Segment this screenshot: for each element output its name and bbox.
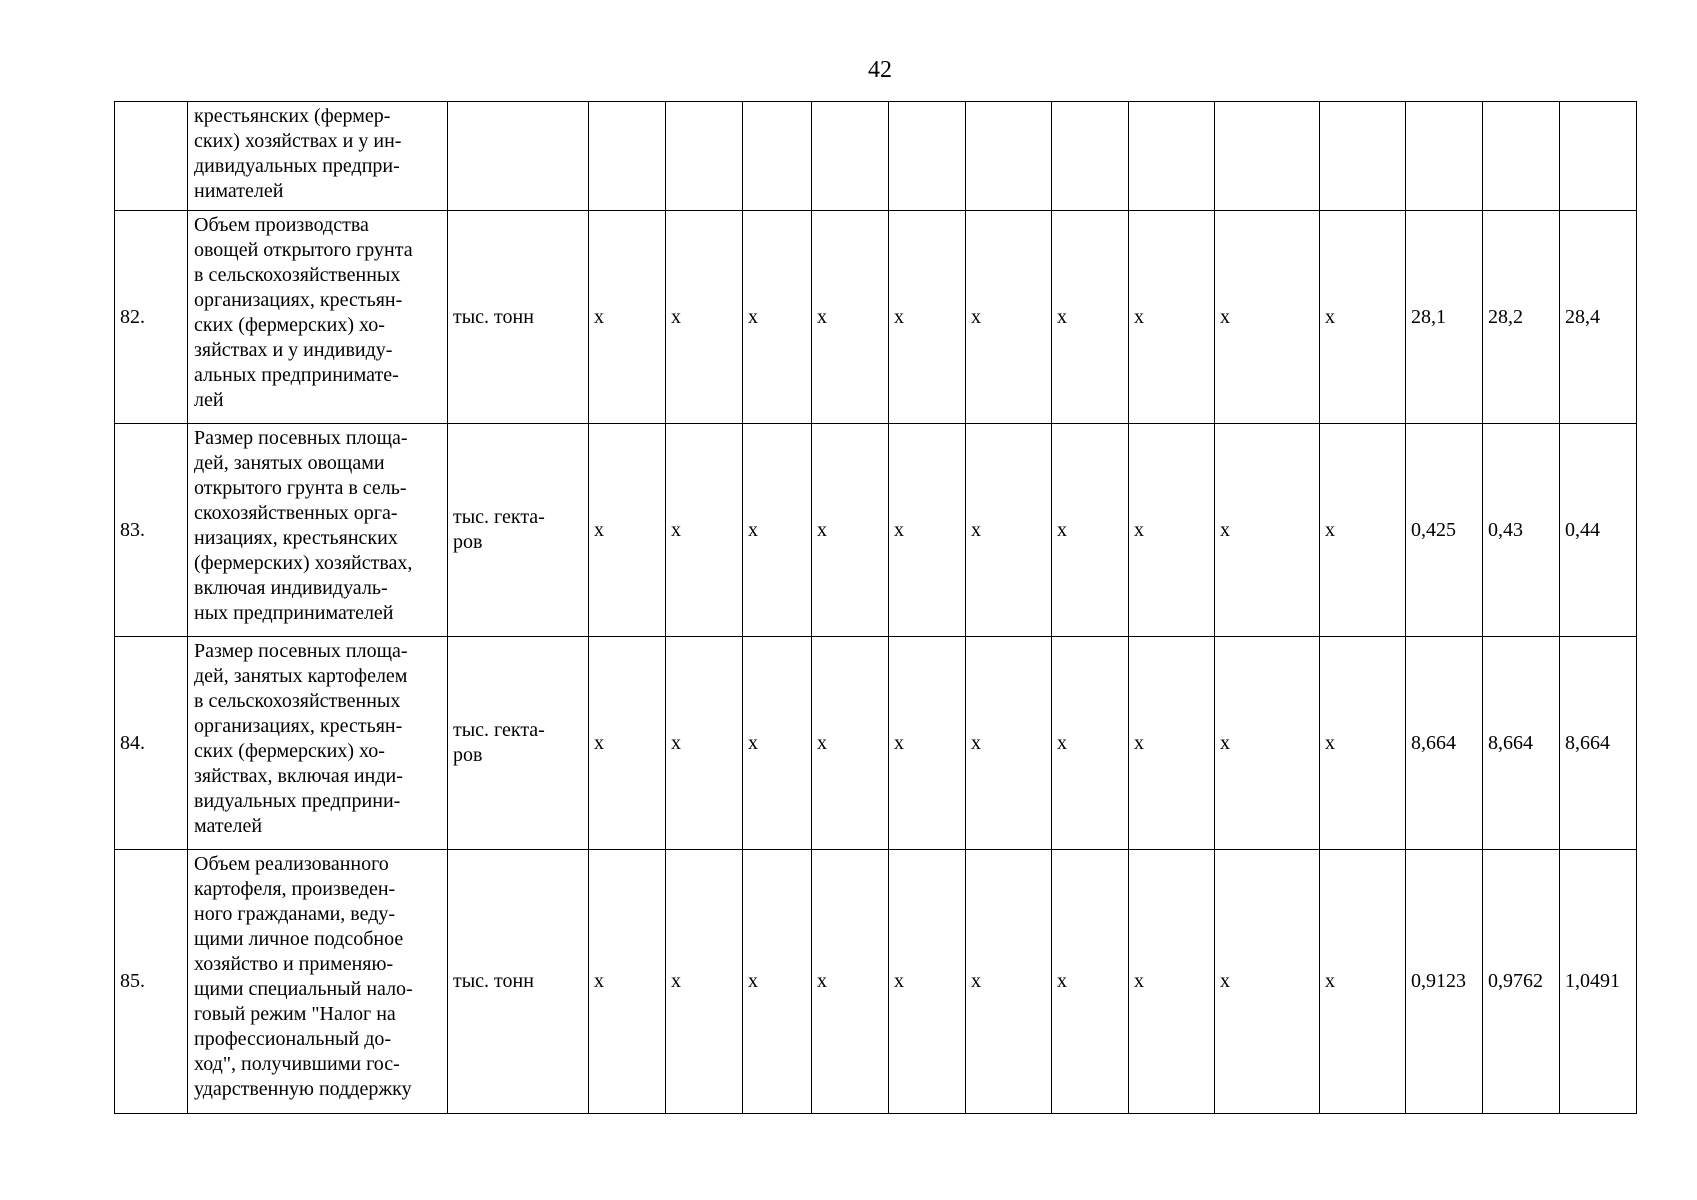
indicator-name-line: профессиональный до- — [194, 1028, 392, 1050]
indicator-name-line: дивидуальных предпри- — [194, 155, 400, 177]
indicator-name-line: хозяйство и применяю- — [194, 953, 394, 975]
indicator-table — [114, 101, 1637, 1114]
indicator-name-line: ного гражданами, веду- — [194, 903, 396, 925]
row-number-cell: 83. — [115, 424, 188, 637]
value-cell: x — [666, 850, 743, 1114]
indicator-name-line: включая индивидуаль- — [194, 577, 388, 599]
value-cell: 28,1 — [1406, 211, 1483, 424]
page-number: 42 — [868, 57, 892, 83]
indicator-name-line: Объем реализованного — [194, 853, 389, 875]
indicator-name-line: организациях, крестьян- — [194, 715, 403, 737]
value-cell: x — [889, 424, 966, 637]
unit-line: тыс. тонн — [453, 305, 534, 328]
unit-line: тыс. гекта- — [453, 506, 545, 528]
indicator-name-line: Размер посевных площа- — [194, 640, 408, 662]
value-cell: x — [812, 424, 889, 637]
indicator-name-line: низациях, крестьянских — [194, 527, 398, 549]
indicator-name-cell — [188, 102, 448, 211]
value-cell: 1,0491 — [1560, 850, 1637, 1114]
table-row — [115, 637, 1637, 850]
indicator-name-line: открытого грунта в сель- — [194, 477, 407, 499]
indicator-name-cell — [188, 637, 448, 850]
value-cell: 28,2 — [1483, 211, 1560, 424]
value-cell: x — [966, 850, 1052, 1114]
row-number-cell: 82. — [115, 211, 188, 424]
row-number-cell: 85. — [115, 850, 188, 1114]
indicator-name-line: овощей открытого грунта — [194, 239, 413, 261]
value-cell: x — [889, 211, 966, 424]
row-number-cell: 84. — [115, 637, 188, 850]
value-cell: x — [1129, 637, 1215, 850]
indicator-name-line: организациях, крестьян- — [194, 289, 403, 311]
value-cell — [966, 102, 1052, 211]
value-cell — [1052, 102, 1129, 211]
value-cell: x — [966, 424, 1052, 637]
indicator-name-line: Объем производства — [194, 214, 369, 236]
value-cell — [1406, 102, 1483, 211]
table-row — [115, 850, 1637, 1114]
value-cell: x — [1320, 211, 1406, 424]
value-cell: x — [1215, 850, 1320, 1114]
value-cell: x — [1129, 850, 1215, 1114]
value-cell: 28,4 — [1560, 211, 1637, 424]
indicator-name-line: альных предпринимате- — [194, 364, 399, 386]
value-cell: x — [1215, 211, 1320, 424]
unit-cell — [448, 850, 589, 1114]
value-cell: 0,43 — [1483, 424, 1560, 637]
value-cell: x — [1320, 850, 1406, 1114]
indicator-name-line: щими специальный нало- — [194, 978, 413, 1000]
table-row — [115, 211, 1637, 424]
value-cell: x — [589, 637, 666, 850]
value-cell: x — [743, 850, 812, 1114]
value-cell: x — [1215, 637, 1320, 850]
table-row — [115, 424, 1637, 637]
value-cell: x — [1320, 637, 1406, 850]
table-row — [115, 102, 1637, 211]
value-cell — [1560, 102, 1637, 211]
indicator-name-line: крестьянских (фермер- — [194, 105, 391, 127]
unit-cell — [448, 637, 589, 850]
indicator-name-line: скохозяйственных орга- — [194, 502, 398, 524]
value-cell: x — [589, 424, 666, 637]
indicator-name-line: ход", получившими гос- — [194, 1053, 400, 1075]
indicator-name-line: (фермерских) хозяйствах, — [194, 552, 413, 574]
value-cell: 8,664 — [1406, 637, 1483, 850]
value-cell: x — [1215, 424, 1320, 637]
value-cell: x — [1129, 424, 1215, 637]
value-cell: x — [1052, 424, 1129, 637]
value-cell — [812, 102, 889, 211]
value-cell: x — [966, 637, 1052, 850]
indicator-name-line: мателей — [194, 815, 263, 837]
value-cell: x — [743, 424, 812, 637]
value-cell: 0,9762 — [1483, 850, 1560, 1114]
value-cell: x — [743, 211, 812, 424]
value-cell: x — [1052, 211, 1129, 424]
indicator-name-line: говый режим "Налог на — [194, 1003, 396, 1025]
value-cell: 8,664 — [1483, 637, 1560, 850]
value-cell — [666, 102, 743, 211]
indicator-name-line: лей — [194, 389, 224, 411]
indicator-name-line: ных предпринимателей — [194, 602, 394, 624]
indicator-name-line: в сельскохозяйственных — [194, 690, 401, 712]
indicator-name-line: нимателей — [194, 180, 284, 202]
value-cell: x — [589, 850, 666, 1114]
indicator-name-line: зяйствах и у индивиду- — [194, 339, 393, 361]
value-cell — [1129, 102, 1215, 211]
value-cell — [589, 102, 666, 211]
unit-line: тыс. гекта- — [453, 719, 545, 741]
value-cell: x — [666, 424, 743, 637]
unit-line: ров — [453, 744, 483, 766]
value-cell: 0,44 — [1560, 424, 1637, 637]
value-cell: x — [812, 211, 889, 424]
value-cell: x — [1320, 424, 1406, 637]
value-cell: x — [666, 637, 743, 850]
value-cell: x — [666, 211, 743, 424]
value-cell: x — [812, 637, 889, 850]
unit-cell — [448, 211, 589, 424]
value-cell — [1483, 102, 1560, 211]
indicator-name-line: дей, занятых картофелем — [194, 665, 408, 687]
indicator-name-line: ских (фермерских) хо- — [194, 314, 385, 336]
value-cell: x — [589, 211, 666, 424]
value-cell: x — [1052, 637, 1129, 850]
indicator-name-line: картофеля, произведен- — [194, 878, 396, 900]
value-cell — [889, 102, 966, 211]
value-cell: x — [812, 850, 889, 1114]
row-number-cell — [115, 102, 188, 211]
unit-line: тыс. тонн — [453, 970, 534, 992]
value-cell: x — [1052, 850, 1129, 1114]
value-cell — [743, 102, 812, 211]
value-cell: x — [889, 637, 966, 850]
unit-cell — [448, 424, 589, 637]
unit-cell — [448, 102, 589, 211]
indicator-name-cell — [188, 211, 448, 424]
indicator-name-line: видуальных предприни- — [194, 790, 401, 812]
value-cell: 8,664 — [1560, 637, 1637, 850]
indicator-name-line: ских (фермерских) хо- — [194, 740, 385, 762]
value-cell — [1215, 102, 1320, 211]
indicator-name-line: ударственную поддержку — [194, 1078, 412, 1100]
value-cell: x — [1129, 211, 1215, 424]
indicator-name-line: в сельскохозяйственных — [194, 264, 401, 286]
value-cell — [1320, 102, 1406, 211]
indicator-name-line: щими личное подсобное — [194, 928, 404, 950]
value-cell: 0,425 — [1406, 424, 1483, 637]
indicator-name-line: дей, занятых овощами — [194, 452, 385, 474]
indicator-name-line: ских) хозяйствах и у ин- — [194, 130, 402, 152]
indicator-name-cell — [188, 424, 448, 637]
indicator-name-line: зяйствах, включая инди- — [194, 765, 403, 787]
value-cell: x — [743, 637, 812, 850]
value-cell: x — [889, 850, 966, 1114]
indicator-name-line: Размер посевных площа- — [194, 427, 408, 449]
indicator-name-cell — [188, 850, 448, 1114]
value-cell: 0,9123 — [1406, 850, 1483, 1114]
unit-line: ров — [453, 531, 483, 553]
value-cell: x — [966, 211, 1052, 424]
